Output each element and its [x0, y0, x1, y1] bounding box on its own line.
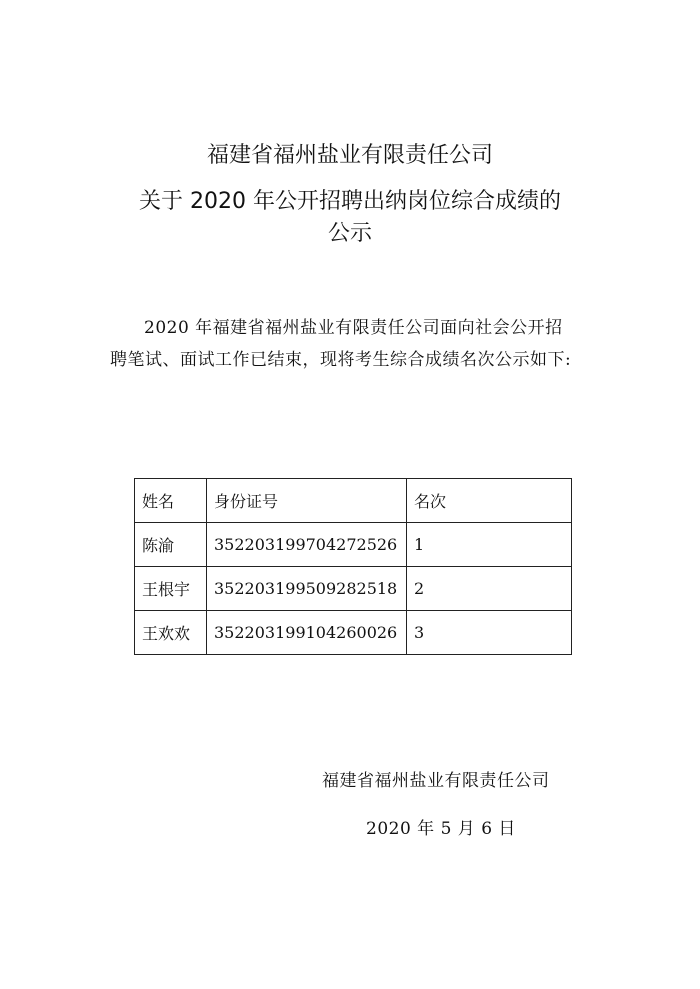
title-line-1: 福建省福州盐业有限责任公司 — [206, 143, 493, 168]
header-rank: 名次 — [407, 479, 572, 523]
signature-date: 2020 年 5 月 6 日 — [366, 819, 516, 839]
cell-rank: 3 — [407, 611, 572, 655]
header-id-number: 身份证号 — [207, 479, 407, 523]
title-line-2: 关于 2020 年公开招聘出纳岗位综合成绩的 — [139, 189, 561, 214]
body-paragraph-line-2: 聘笔试、面试工作已结束，现将考生综合成绩名次公示如下: — [110, 350, 572, 370]
cell-id-number: 352203199104260026 — [207, 611, 407, 655]
signature-organization: 福建省福州盐业有限责任公司 — [322, 771, 550, 791]
body-paragraph-line-1: 2020 年福建省福州盐业有限责任公司面向社会公开招 — [144, 318, 563, 338]
cell-name: 王根宇 — [135, 567, 207, 611]
header-name: 姓名 — [135, 479, 207, 523]
cell-id-number: 352203199509282518 — [207, 567, 407, 611]
cell-rank: 1 — [407, 523, 572, 567]
cell-name: 王欢欢 — [135, 611, 207, 655]
cell-name: 陈渝 — [135, 523, 207, 567]
title-line-3: 公示 — [327, 221, 372, 246]
cell-rank: 2 — [407, 567, 572, 611]
table-row — [135, 523, 572, 567]
table-header-row — [135, 479, 572, 523]
table-row — [135, 567, 572, 611]
cell-id-number: 352203199704272526 — [207, 523, 407, 567]
results-table — [134, 478, 572, 655]
table-row — [135, 611, 572, 655]
